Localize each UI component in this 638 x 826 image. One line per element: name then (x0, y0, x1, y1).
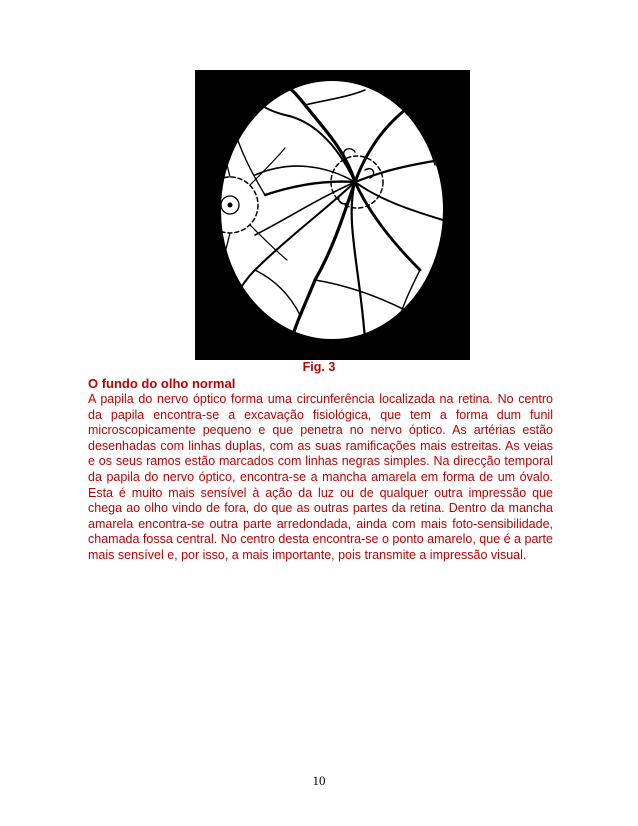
section-title: O fundo do olho normal (88, 376, 236, 391)
body-paragraph: A papila do nervo óptico forma uma circunferência localizada na retina. No centro da papila encontra-se a excavação fisiológica, que tem a forma dum funil microscopicamente pequeno e que penetra no nervo óptico. As artérias estão desenhadas com linhas duplas, com as suas ramificações mais estreitas. As veias e os seus ramos estão marcados com linhas negras simples. Na direcção temporal da papila do nervo óptico, encontra-se a mancha amarela em forma de um óvalo. Esta é muito mais sensível à ação da luz ou de qualquer outra impressão que chega ao olho vindo de fora, do que as outras partes da retina. Dentro da mancha amarela encontra-se outra parte arredondada, ainda com mais foto-sensibilidade, chamada fossa central. No centro desta encontra-se o ponto amarelo, que é a parte mais sensível e, por isso, a mais importante, pois transmite a impressão visual. (88, 392, 553, 562)
figure-caption: Fig. 3 (302, 360, 336, 374)
retina-figure (195, 70, 470, 360)
page-number: 10 (312, 773, 326, 788)
retina-fundus-icon (195, 70, 470, 360)
